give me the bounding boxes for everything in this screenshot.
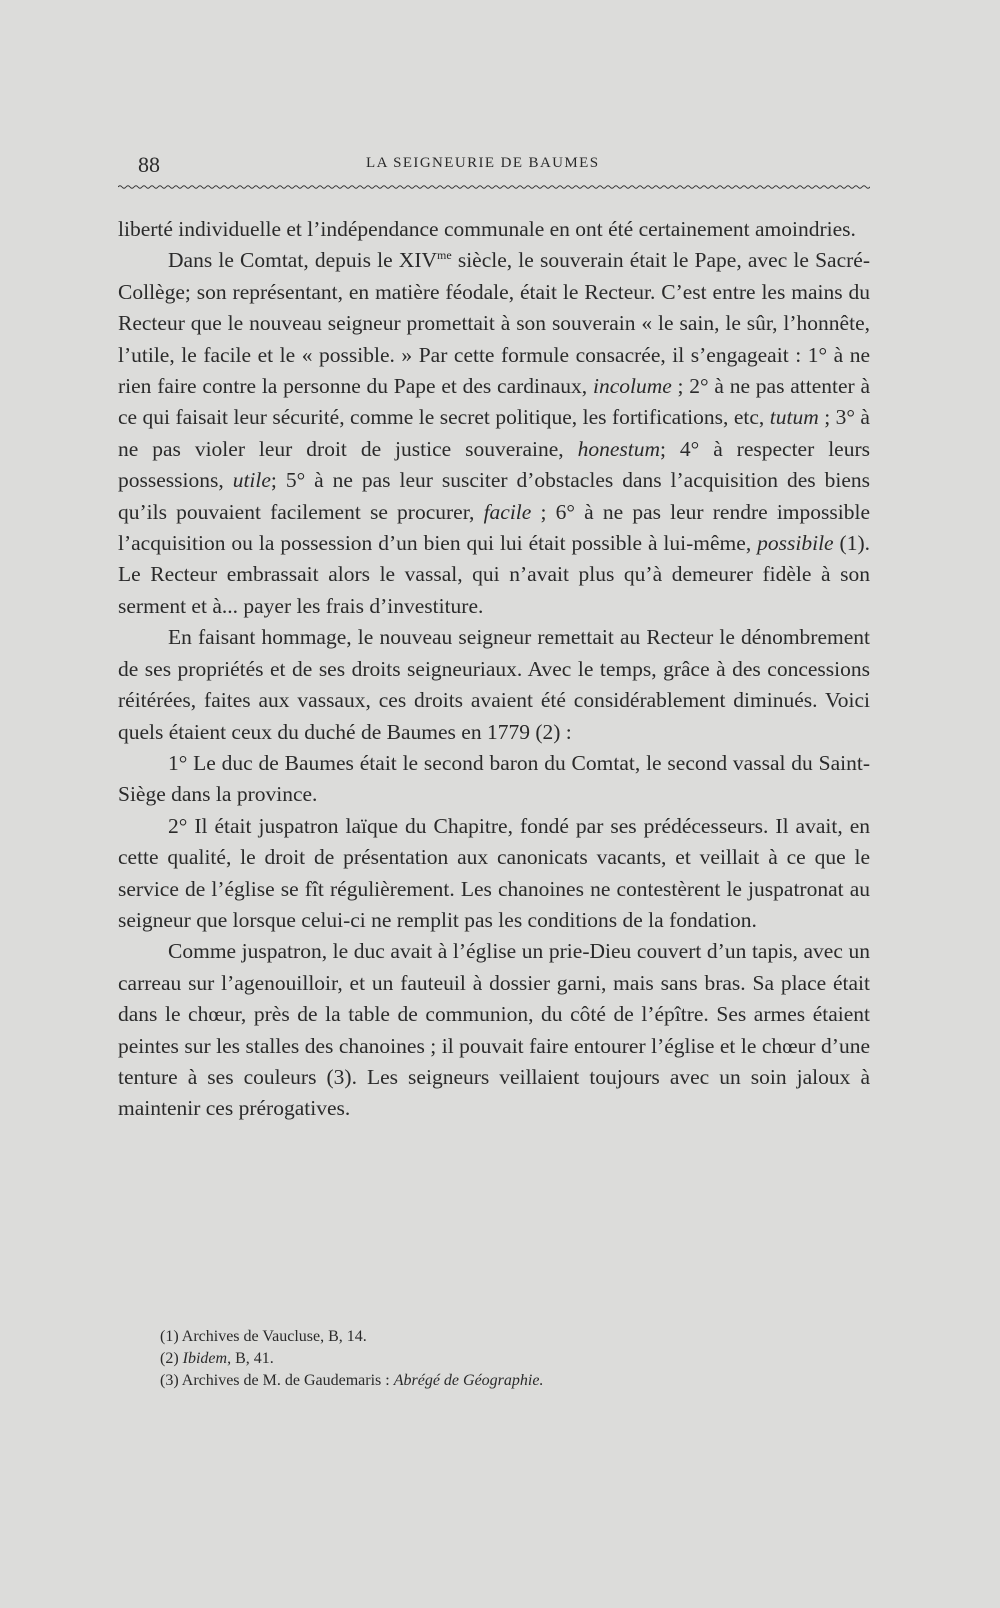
italic-text: honestum [577, 436, 660, 461]
text-run: (3) Archives de M. de Gaudemaris : [160, 1372, 394, 1389]
text-run: (1) Archives de Vaucluse, B, 14. [160, 1328, 367, 1345]
text-run: ; 5° à ne pas leur susciter d’obstacles dans l’acquisition des biens qu’ils pouvaient facilement se procurer, [118, 468, 870, 524]
text-run: (1). Le Recteur embrassait alors le vassal, qui n’avait plus qu’à demeurer fidèle à son serment et à... payer les frais d’investiture. [118, 531, 870, 618]
text-run: Comme juspatron, le duc avait à l’église un prie-Dieu couvert d’un tapis, avec un carreau sur l’agenouilloir, et un fauteuil à dossier garni, mais sans bras. Sa place était dans le chœur, près de la table de communion, du côté de l’épître. Ses armes étaient peintes sur les stalles des chanoines ; il pouvait faire entourer l’église et le chœur d’une tenture à ses couleurs (3). Les seigneurs veillaient toujours avec un soin jaloux à maintenir ces prérogatives. [118, 939, 870, 1121]
paragraph [118, 622, 870, 748]
text-run: liberté individuelle et l’indépendance communale en ont été certainement amoindries. [118, 217, 856, 241]
superscript-text: me [437, 248, 452, 263]
text-run: ; 3° à ne pas violer leur droit de justice souveraine, [118, 405, 870, 461]
page-header [138, 152, 870, 180]
text-run: , B, 41. [227, 1350, 274, 1367]
body-text [118, 214, 870, 1125]
text-run: Dans le Comtat, depuis le XIV [168, 248, 438, 273]
italic-text: Abrégé de Géographie. [393, 1372, 544, 1389]
italic-text: utile [232, 468, 271, 493]
italic-text: possibile [757, 531, 834, 556]
paragraph [118, 214, 870, 245]
text-run: siècle, le souverain était le Pape, avec le Sacré-Collège; son représentant, en matière féodale, était le Recteur. C’est entre les mains du Recteur que le nouveau seigneur promettait à son souverain « le sain, le sûr, l’honnête, l’utile, le facile et le « possible. » Par cette formule consacrée, il s’engageait : 1° à ne rien faire contre la personne du Pape et des cardinaux, [118, 248, 870, 399]
paragraph [118, 245, 870, 622]
text-run: ; 4° à respecter leurs possessions, [118, 436, 870, 493]
paragraph [118, 811, 870, 937]
italic-text: incolume [592, 374, 672, 399]
footnote [160, 1348, 860, 1370]
italic-text: tutum [769, 405, 819, 430]
page-number: 88 [138, 152, 160, 177]
running-title: LA SEIGNEURIE DE BAUMES [366, 155, 600, 171]
text-run: En faisant hommage, le nouveau seigneur remettait au Recteur le dénombrement de ses propriétés et de ses droits seigneuriaux. Avec le temps, grâce à des concessions réitérées, faites aux vassaux, ces droits avaient été considérablement diminués. Voici quels étaient ceux du duché de Baumes en 1779 (2) : [118, 625, 870, 744]
footnote [160, 1326, 860, 1348]
text-run: (2) [160, 1350, 183, 1367]
italic-text: Ibidem [182, 1350, 228, 1367]
text-run: 1° Le duc de Baumes était le second baron du Comtat, le second vassal du Saint-Siège dans la province. [118, 750, 870, 807]
text-run: 2° Il était juspatron laïque du Chapitre, fondé par ses prédécesseurs. Il avait, en cette qualité, le droit de présentation aux canonicats vacants, et veillait à ce que le service de l’église se fît régulièrement. Les chanoines ne contestèrent le juspatronat au seigneur que lorsque celui-ci ne remplit pas les conditions de la fondation. [118, 813, 870, 932]
italic-text: facile [483, 499, 532, 524]
paragraph [118, 748, 870, 811]
footnotes [160, 1326, 860, 1392]
text-run: ; 6° à ne pas leur rendre impossible l’acquisition ou la possession d’un bien qui lui était possible à lui-même, [118, 499, 870, 556]
footnote [160, 1370, 860, 1392]
wavy-rule-divider [118, 184, 870, 190]
paragraph [118, 936, 870, 1124]
text-run: ; 2° à ne pas attenter à ce qui faisait leur sécurité, comme le secret politique, les fortifications, etc, [118, 374, 870, 430]
